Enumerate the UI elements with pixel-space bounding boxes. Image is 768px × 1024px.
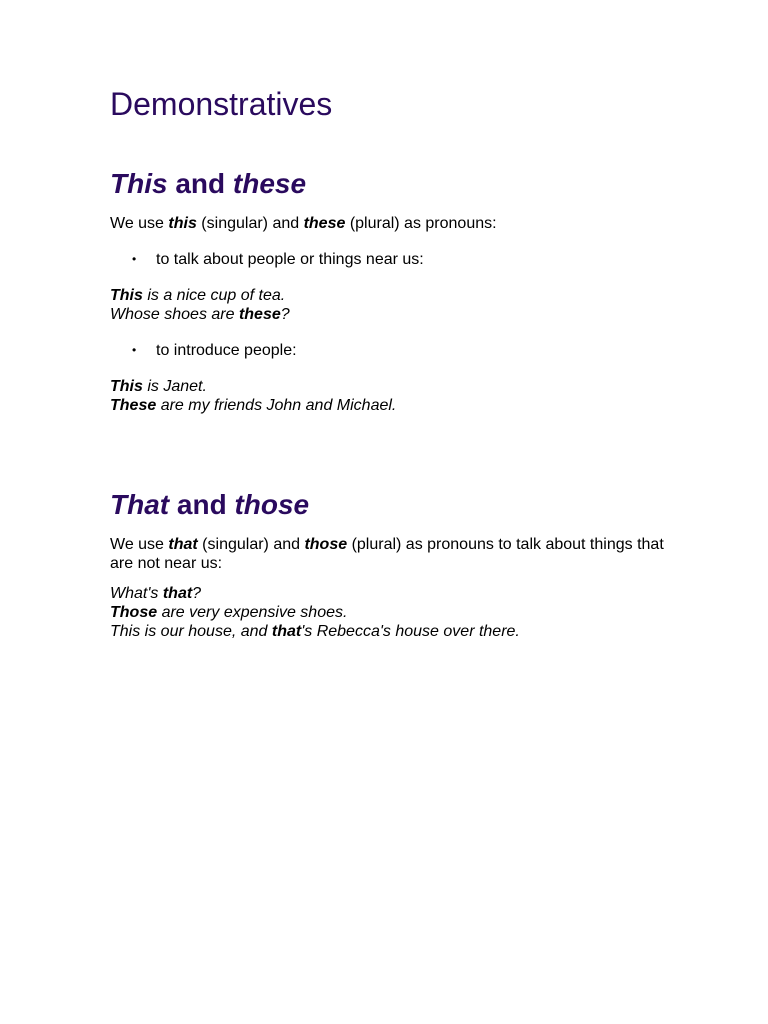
example-sentence xyxy=(110,622,520,641)
example-sentence xyxy=(110,584,201,603)
example-text: 's Rebecca's house over there. xyxy=(301,623,520,640)
intro-paragraph-that-those xyxy=(110,535,670,573)
intro-paragraph-this-these xyxy=(110,214,670,233)
example-text: are my friends John and Michael. xyxy=(156,397,397,414)
example-text: This is our house, and xyxy=(110,623,272,640)
emphasis-that: that xyxy=(168,536,198,553)
bullet-item-near-us xyxy=(132,250,424,269)
example-keyword: that xyxy=(162,585,193,602)
example-sentence xyxy=(110,305,290,324)
section-heading-that-those xyxy=(110,489,309,521)
section-heading-this-these xyxy=(110,168,306,200)
heading-word-that: That xyxy=(110,489,170,520)
example-keyword: This xyxy=(110,287,143,304)
heading-word-and: and xyxy=(169,489,235,520)
example-sentence xyxy=(110,603,347,622)
text-span: We use xyxy=(110,536,169,553)
example-sentence xyxy=(110,286,285,305)
example-text: ? xyxy=(280,306,290,323)
heading-word-these: these xyxy=(232,168,307,199)
bullet-text: to talk about people or things near us: xyxy=(156,251,424,268)
page-title: Demonstratives xyxy=(110,86,333,122)
example-sentence xyxy=(110,396,396,415)
emphasis-those: those xyxy=(304,536,348,553)
example-keyword: This xyxy=(110,378,143,395)
example-sentence xyxy=(110,377,207,396)
emphasis-these: these xyxy=(303,215,346,232)
bullet-item-introduce xyxy=(132,341,297,360)
bullet-text: to introduce people: xyxy=(156,342,297,359)
example-text: ? xyxy=(192,585,202,602)
example-text: is Janet. xyxy=(142,378,207,395)
example-text: is a nice cup of tea. xyxy=(142,287,286,304)
text-span: (singular) and xyxy=(197,536,305,553)
text-span: (plural) as pronouns to talk about things that are not near us: xyxy=(110,536,664,572)
text-span: (plural) as pronouns: xyxy=(345,215,497,232)
heading-word-this: This xyxy=(110,168,168,199)
example-text: What's xyxy=(110,585,163,602)
emphasis-this: this xyxy=(168,215,197,232)
bullet-icon: • xyxy=(132,252,137,266)
heading-word-those: those xyxy=(234,489,310,520)
example-keyword: these xyxy=(238,306,281,323)
text-span: (singular) and xyxy=(196,215,304,232)
example-keyword: These xyxy=(110,397,157,414)
heading-word-and: and xyxy=(167,168,233,199)
example-keyword: that xyxy=(271,623,302,640)
bullet-icon: • xyxy=(132,343,137,357)
example-text: Whose shoes are xyxy=(110,306,239,323)
example-keyword: Those xyxy=(110,604,158,621)
example-text: are very expensive shoes. xyxy=(157,604,348,621)
text-span: We use xyxy=(110,215,169,232)
